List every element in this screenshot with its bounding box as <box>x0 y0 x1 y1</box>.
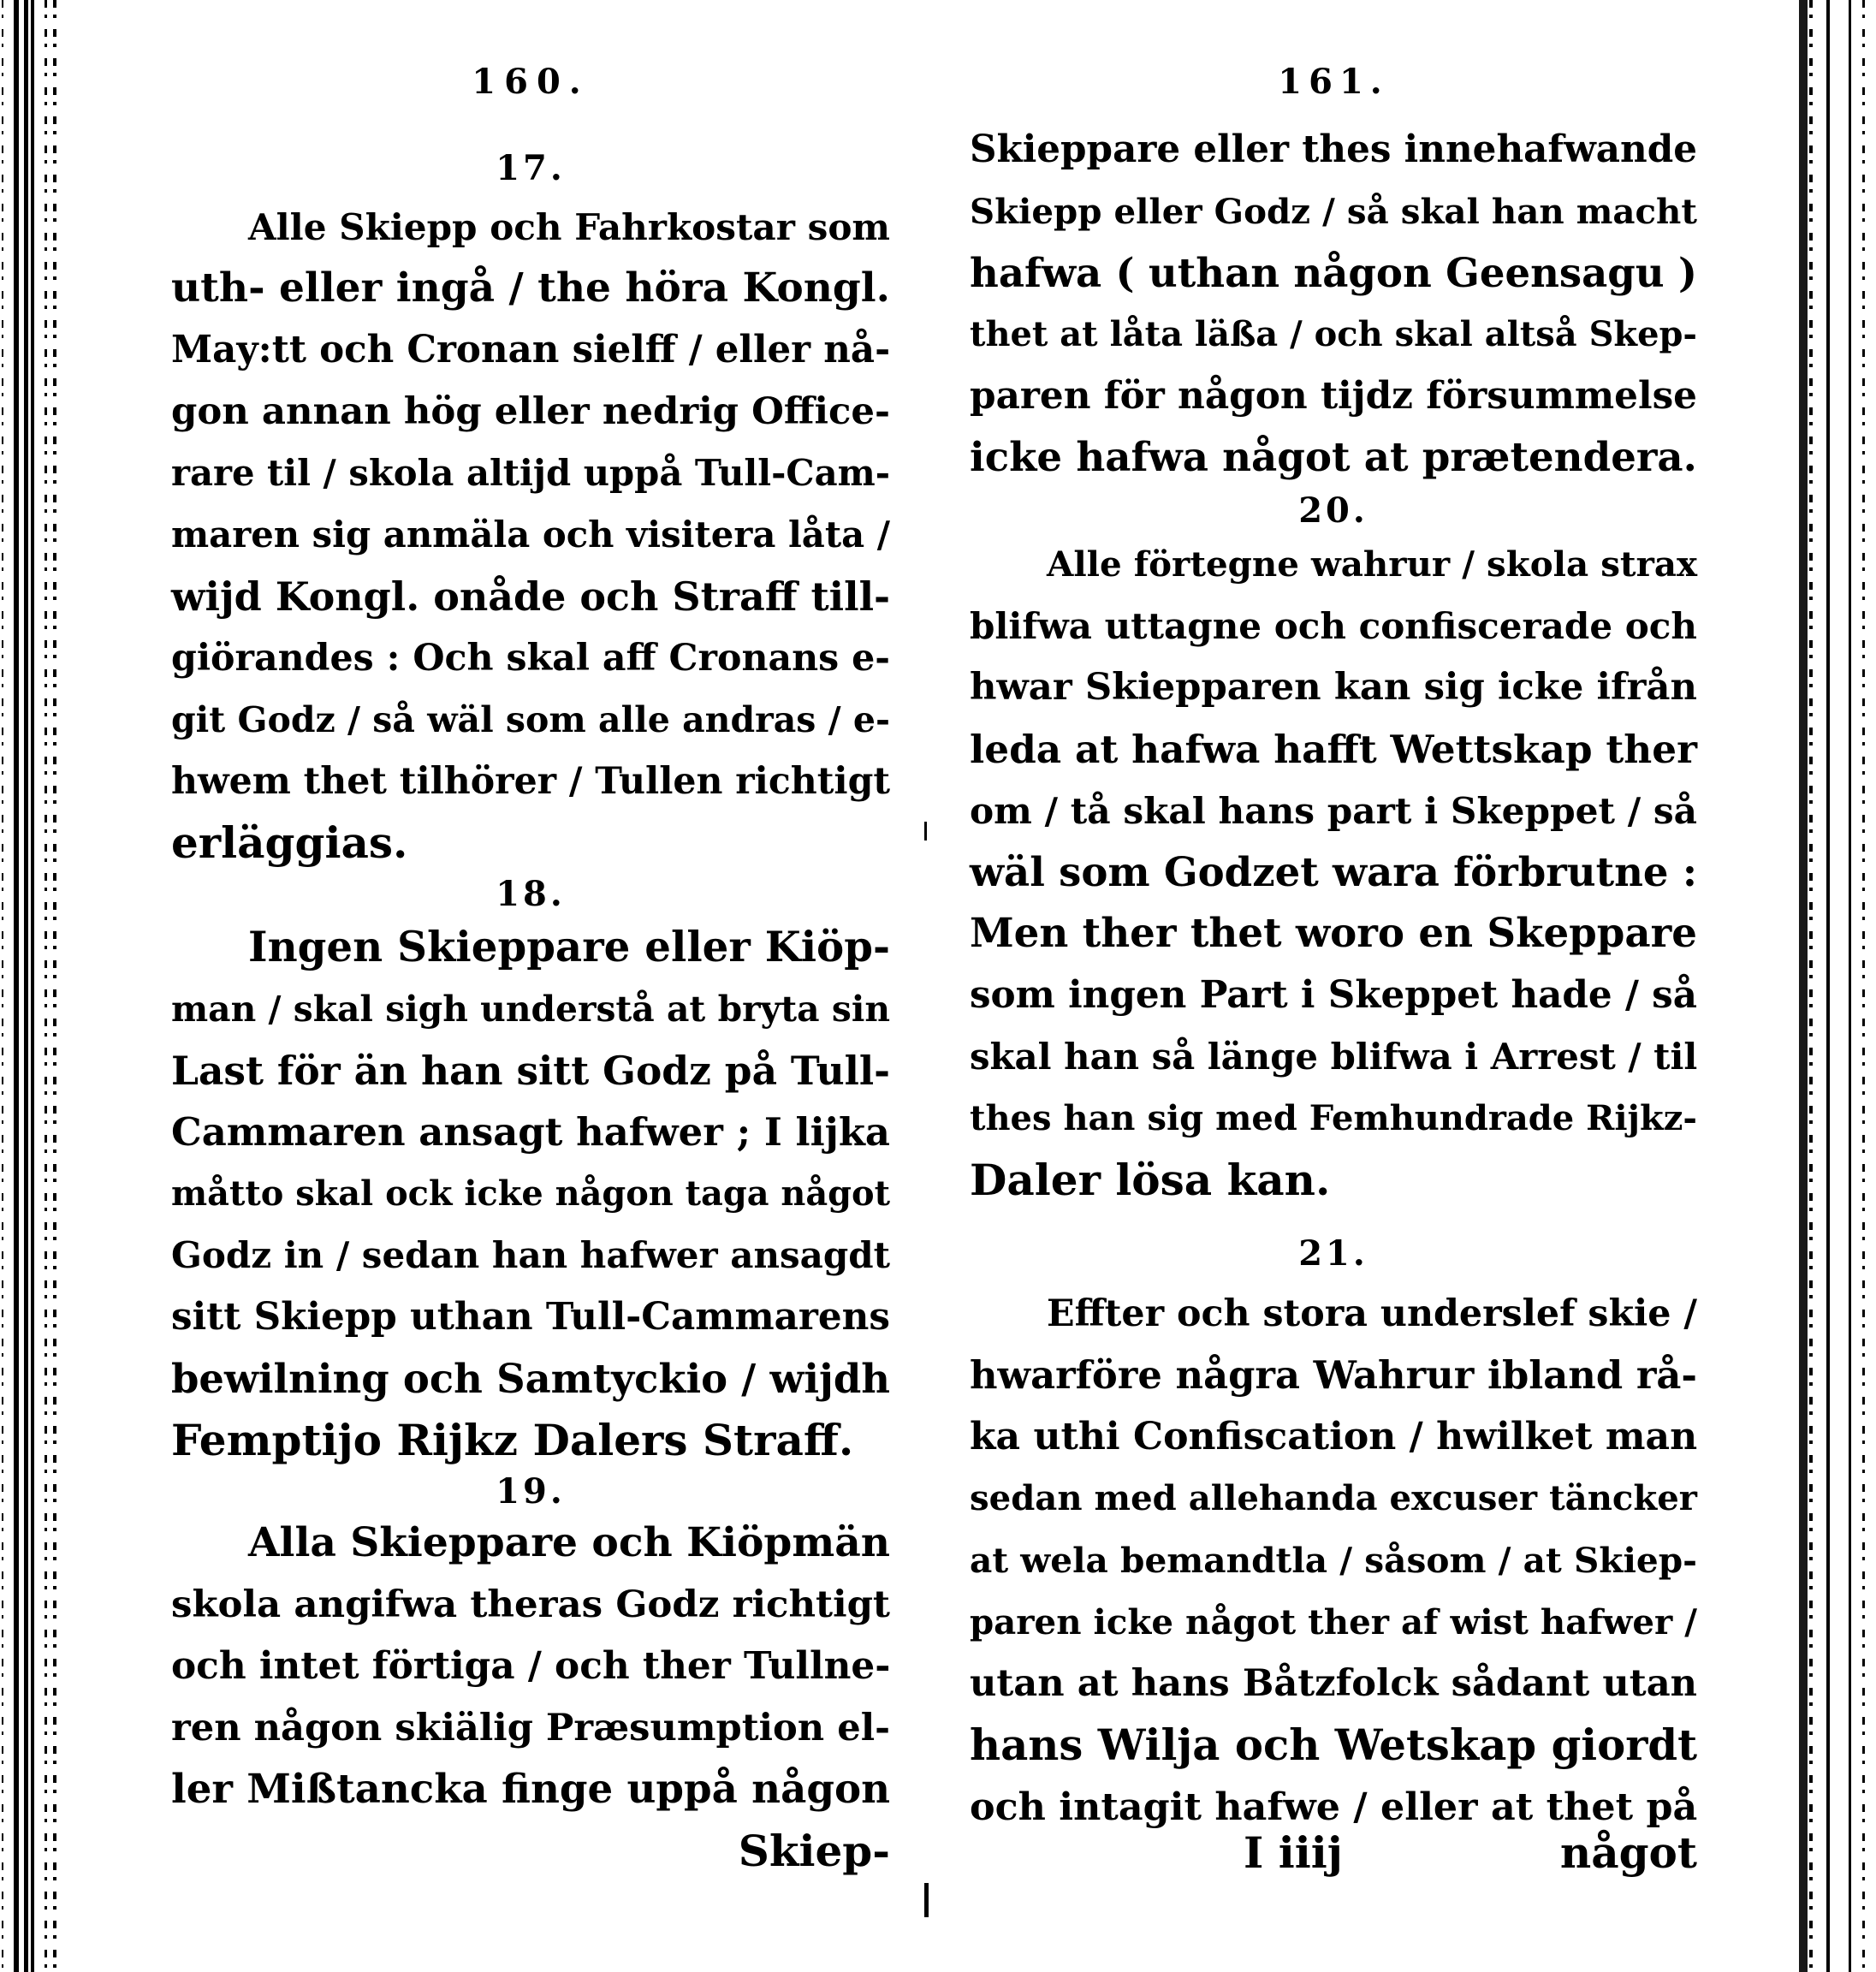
text-line: hwarföre några Wahrur ibland rå- <box>970 1352 1697 1398</box>
text-line: utan at hans Båtzfolck sådant utan <box>970 1661 1697 1705</box>
gutter-mark <box>924 1883 929 1917</box>
text-line: rare til / skola altijd uppå Tull-Cam- <box>171 452 890 494</box>
text-line: Cammaren ansagt hafwer ; I lijka <box>171 1109 890 1155</box>
section-number: 18. <box>496 874 566 914</box>
text-line: ka uthi Confiscation / hwilket man <box>970 1415 1698 1458</box>
section-number: 20. <box>1298 490 1368 531</box>
text-line: icke hafwa något at prætendera. <box>970 434 1697 481</box>
text-line: at wela bemandtla / såsom / at Skiep- <box>970 1540 1697 1581</box>
text-line: thes han sig med Femhundrade Rijkz- <box>970 1098 1697 1138</box>
text-line: hans Wilja och Wetskap giordt <box>970 1720 1697 1770</box>
text-line: måtto skal ock icke någon taga något <box>171 1174 890 1214</box>
right-page <box>970 0 1697 1972</box>
text-line: Alle Skiepp och Fahrkostar som <box>248 205 890 248</box>
left-page <box>171 0 890 1972</box>
text-line: Femptijo Rijkz Dalers Straff. <box>171 1415 854 1465</box>
section-number: 17. <box>496 148 566 188</box>
text-line: och intagit hafwe / eller at thet på <box>970 1785 1698 1829</box>
text-line: uth- eller ingå / the höra Kongl. <box>171 264 890 312</box>
page-number: 161. <box>1278 62 1389 102</box>
text-line: erläggias. <box>171 817 408 868</box>
left-page-edge <box>0 0 60 1972</box>
text-line: paren för någon tijdz försummelse <box>970 374 1697 418</box>
text-line: giörandes : Och skal aff Cronans e- <box>171 637 890 680</box>
text-line: sitt Skiepp uthan Tull-Cammarens <box>171 1295 890 1339</box>
signature-mark: I iiij <box>1244 1827 1343 1878</box>
text-line: om / tå skal hans part i Skeppet / så <box>970 789 1697 832</box>
page-number: 160. <box>472 62 590 102</box>
text-line: Alla Skieppare och Kiöpmän <box>248 1519 890 1566</box>
text-line: Godz in / sedan han hafwer ansagdt <box>171 1234 890 1276</box>
text-line: man / skal sigh understå at bryta sin <box>171 989 890 1030</box>
text-line: Skieppare eller thes innehafwande <box>970 128 1697 171</box>
section-number: 21. <box>1298 1233 1368 1274</box>
text-line: som ingen Part i Skeppet hade / så <box>970 973 1697 1017</box>
right-page-edge <box>1789 0 1876 1972</box>
text-line: Skiepp eller Godz / så skal han macht <box>970 191 1697 232</box>
catchword: Skiep- <box>738 1826 890 1876</box>
section-number: 19. <box>496 1471 566 1512</box>
gutter-mark <box>924 822 927 840</box>
text-line: bewilning och Samtyckio / wijdh <box>171 1355 890 1402</box>
text-line: Men ther thet woro en Skeppare <box>970 910 1697 957</box>
footer-row <box>970 1823 1697 1883</box>
text-line: maren sig anmäla och visitera låta / <box>171 514 890 555</box>
text-line: och intet förtiga / och ther Tullne- <box>171 1644 891 1688</box>
text-line: paren icke något ther af wist hafwer / <box>970 1601 1698 1642</box>
text-line: May:tt och Cronan sielff / eller nå- <box>171 328 891 371</box>
text-line: Effter och stora underslef skie / <box>1047 1292 1697 1335</box>
text-line: hafwa ( uthan någon Geensagu ) <box>970 249 1697 296</box>
text-line: ren någon skiälig Præsumption el- <box>171 1706 890 1749</box>
text-line: hwem thet tilhörer / Tullen richtigt <box>171 760 891 803</box>
text-line: blifwa uttagne och confiscerade och <box>970 604 1697 647</box>
text-line: skal han så länge blifwa i Arrest / til <box>970 1036 1698 1078</box>
text-line: wijd Kongl. onåde och Straff till- <box>171 573 891 620</box>
text-line: Last för än han sitt Godz på Tull- <box>171 1048 890 1094</box>
text-line: ler Mißtancka finge uppå någon <box>171 1766 890 1813</box>
text-line: Alle förtegne wahrur / skola strax <box>1047 543 1698 585</box>
text-line: Ingen Skieppare eller Kiöp- <box>248 924 890 971</box>
text-line: thet at låta läßa / och skal altså Skep- <box>970 314 1697 354</box>
text-line: wäl som Godzet wara förbrutne : <box>970 848 1697 895</box>
text-line: Daler lösa kan. <box>970 1155 1331 1205</box>
text-line: gon annan hög eller nedrig Officе- <box>171 389 890 433</box>
text-line: hwar Skiepparen kan sig icke ifrån <box>970 665 1697 709</box>
text-line: leda at hafwa hafft Wettskap ther <box>970 726 1697 772</box>
text-line: sedan med allehanda excuser täncker <box>970 1478 1697 1518</box>
text-line: git Godz / så wäl som alle andras / e- <box>171 698 890 740</box>
catchword: något <box>1559 1827 1697 1878</box>
text-line: skola angifwa theras Godz richtigt <box>171 1583 890 1626</box>
